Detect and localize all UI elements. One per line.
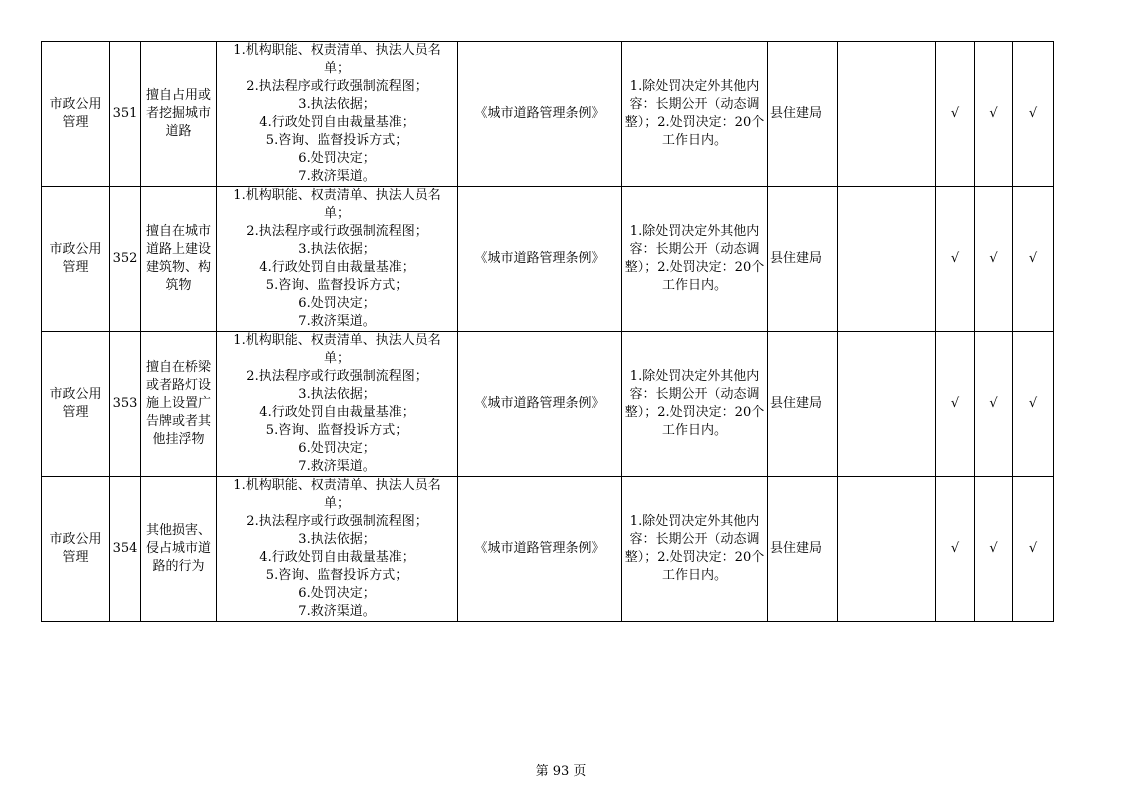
dept-cell: 县住建局 [768, 477, 838, 622]
basis-cell: 《城市道路管理条例》 [458, 477, 622, 622]
content-line: 单； [323, 351, 350, 366]
number-cell: 351 [110, 42, 141, 187]
content-line: 7.救济渠道。 [298, 169, 376, 184]
table-row [42, 187, 1054, 332]
number-cell: 352 [110, 187, 141, 332]
time-cell: 1.除处罚决定外其他内容：长期公开（动态调整）；2.处罚决定：20个工作日内。 [622, 332, 768, 477]
basis-cell: 《城市道路管理条例》 [458, 332, 622, 477]
blank-cell [838, 42, 936, 187]
table-row [42, 332, 1054, 477]
item-cell: 擅自在城市道路上建设建筑物、构筑物 [141, 187, 217, 332]
number-cell: 353 [110, 332, 141, 477]
category-cell: 市政公用管理 [42, 187, 110, 332]
page-footer [0, 760, 1122, 779]
content-cell [217, 42, 458, 187]
category-cell: 市政公用管理 [42, 332, 110, 477]
time-cell: 1.除处罚决定外其他内容：长期公开（动态调整）；2.处罚决定：20个工作日内。 [622, 187, 768, 332]
check-mark-cell: √ [936, 477, 975, 622]
time-cell: 1.除处罚决定外其他内容：长期公开（动态调整）；2.处罚决定：20个工作日内。 [622, 477, 768, 622]
content-cell [217, 477, 458, 622]
check-mark-cell: √ [1013, 42, 1054, 187]
page-number: 第 93 页 [535, 764, 587, 779]
dept-cell: 县住建局 [768, 42, 838, 187]
content-line: 4.行政处罚自由裁量基准； [259, 115, 415, 130]
content-line: 7.救济渠道。 [298, 604, 376, 619]
check-mark-cell: √ [936, 332, 975, 477]
content-line: 单； [323, 206, 350, 221]
content-line: 5.咨询、监督投诉方式； [265, 278, 409, 293]
check-mark-cell: √ [1013, 477, 1054, 622]
content-line: 5.咨询、监督投诉方式； [265, 423, 409, 438]
content-line: 3.执法依据； [298, 242, 376, 257]
content-line: 单； [323, 496, 350, 511]
content-line: 7.救济渠道。 [298, 314, 376, 329]
check-mark-cell: √ [1013, 187, 1054, 332]
content-cell [217, 332, 458, 477]
content-line: 2.执法程序或行政强制流程图； [246, 224, 428, 239]
content-line: 4.行政处罚自由裁量基准； [259, 260, 415, 275]
content-line: 2.执法程序或行政强制流程图； [246, 514, 428, 529]
content-line: 3.执法依据； [298, 97, 376, 112]
content-line: 1.机构职能、权责清单、执法人员名 [233, 188, 441, 203]
content-line: 6.处罚决定； [298, 151, 376, 166]
check-mark-cell: √ [975, 42, 1013, 187]
content-line: 6.处罚决定； [298, 441, 376, 456]
category-cell: 市政公用管理 [42, 42, 110, 187]
content-line: 3.执法依据； [298, 532, 376, 547]
disclosure-table [41, 41, 1054, 622]
item-cell: 擅自在桥梁或者路灯设施上设置广告牌或者其他挂浮物 [141, 332, 217, 477]
content-line: 6.处罚决定； [298, 586, 376, 601]
content-line: 7.救济渠道。 [298, 459, 376, 474]
time-cell: 1.除处罚决定外其他内容：长期公开（动态调整）；2.处罚决定：20个工作日内。 [622, 42, 768, 187]
content-line: 4.行政处罚自由裁量基准； [259, 550, 415, 565]
table-row [42, 477, 1054, 622]
content-line: 4.行政处罚自由裁量基准； [259, 405, 415, 420]
basis-cell: 《城市道路管理条例》 [458, 187, 622, 332]
blank-cell [838, 477, 936, 622]
check-mark-cell: √ [975, 332, 1013, 477]
dept-cell: 县住建局 [768, 332, 838, 477]
basis-cell: 《城市道路管理条例》 [458, 42, 622, 187]
content-line: 2.执法程序或行政强制流程图； [246, 79, 428, 94]
check-mark-cell: √ [975, 187, 1013, 332]
check-mark-cell: √ [975, 477, 1013, 622]
check-mark-cell: √ [1013, 332, 1054, 477]
item-cell: 擅自占用或者挖掘城市道路 [141, 42, 217, 187]
table-row [42, 42, 1054, 187]
content-line: 2.执法程序或行政强制流程图； [246, 369, 428, 384]
check-mark-cell: √ [936, 42, 975, 187]
content-line: 6.处罚决定； [298, 296, 376, 311]
blank-cell [838, 332, 936, 477]
content-line: 3.执法依据； [298, 387, 376, 402]
check-mark-cell: √ [936, 187, 975, 332]
content-line: 1.机构职能、权责清单、执法人员名 [233, 333, 441, 348]
item-cell: 其他损害、侵占城市道路的行为 [141, 477, 217, 622]
content-line: 单； [323, 61, 350, 76]
content-line: 5.咨询、监督投诉方式； [265, 568, 409, 583]
category-cell: 市政公用管理 [42, 477, 110, 622]
content-line: 1.机构职能、权责清单、执法人员名 [233, 43, 441, 58]
number-cell: 354 [110, 477, 141, 622]
content-line: 1.机构职能、权责清单、执法人员名 [233, 478, 441, 493]
dept-cell: 县住建局 [768, 187, 838, 332]
content-line: 5.咨询、监督投诉方式； [265, 133, 409, 148]
blank-cell [838, 187, 936, 332]
content-cell [217, 187, 458, 332]
